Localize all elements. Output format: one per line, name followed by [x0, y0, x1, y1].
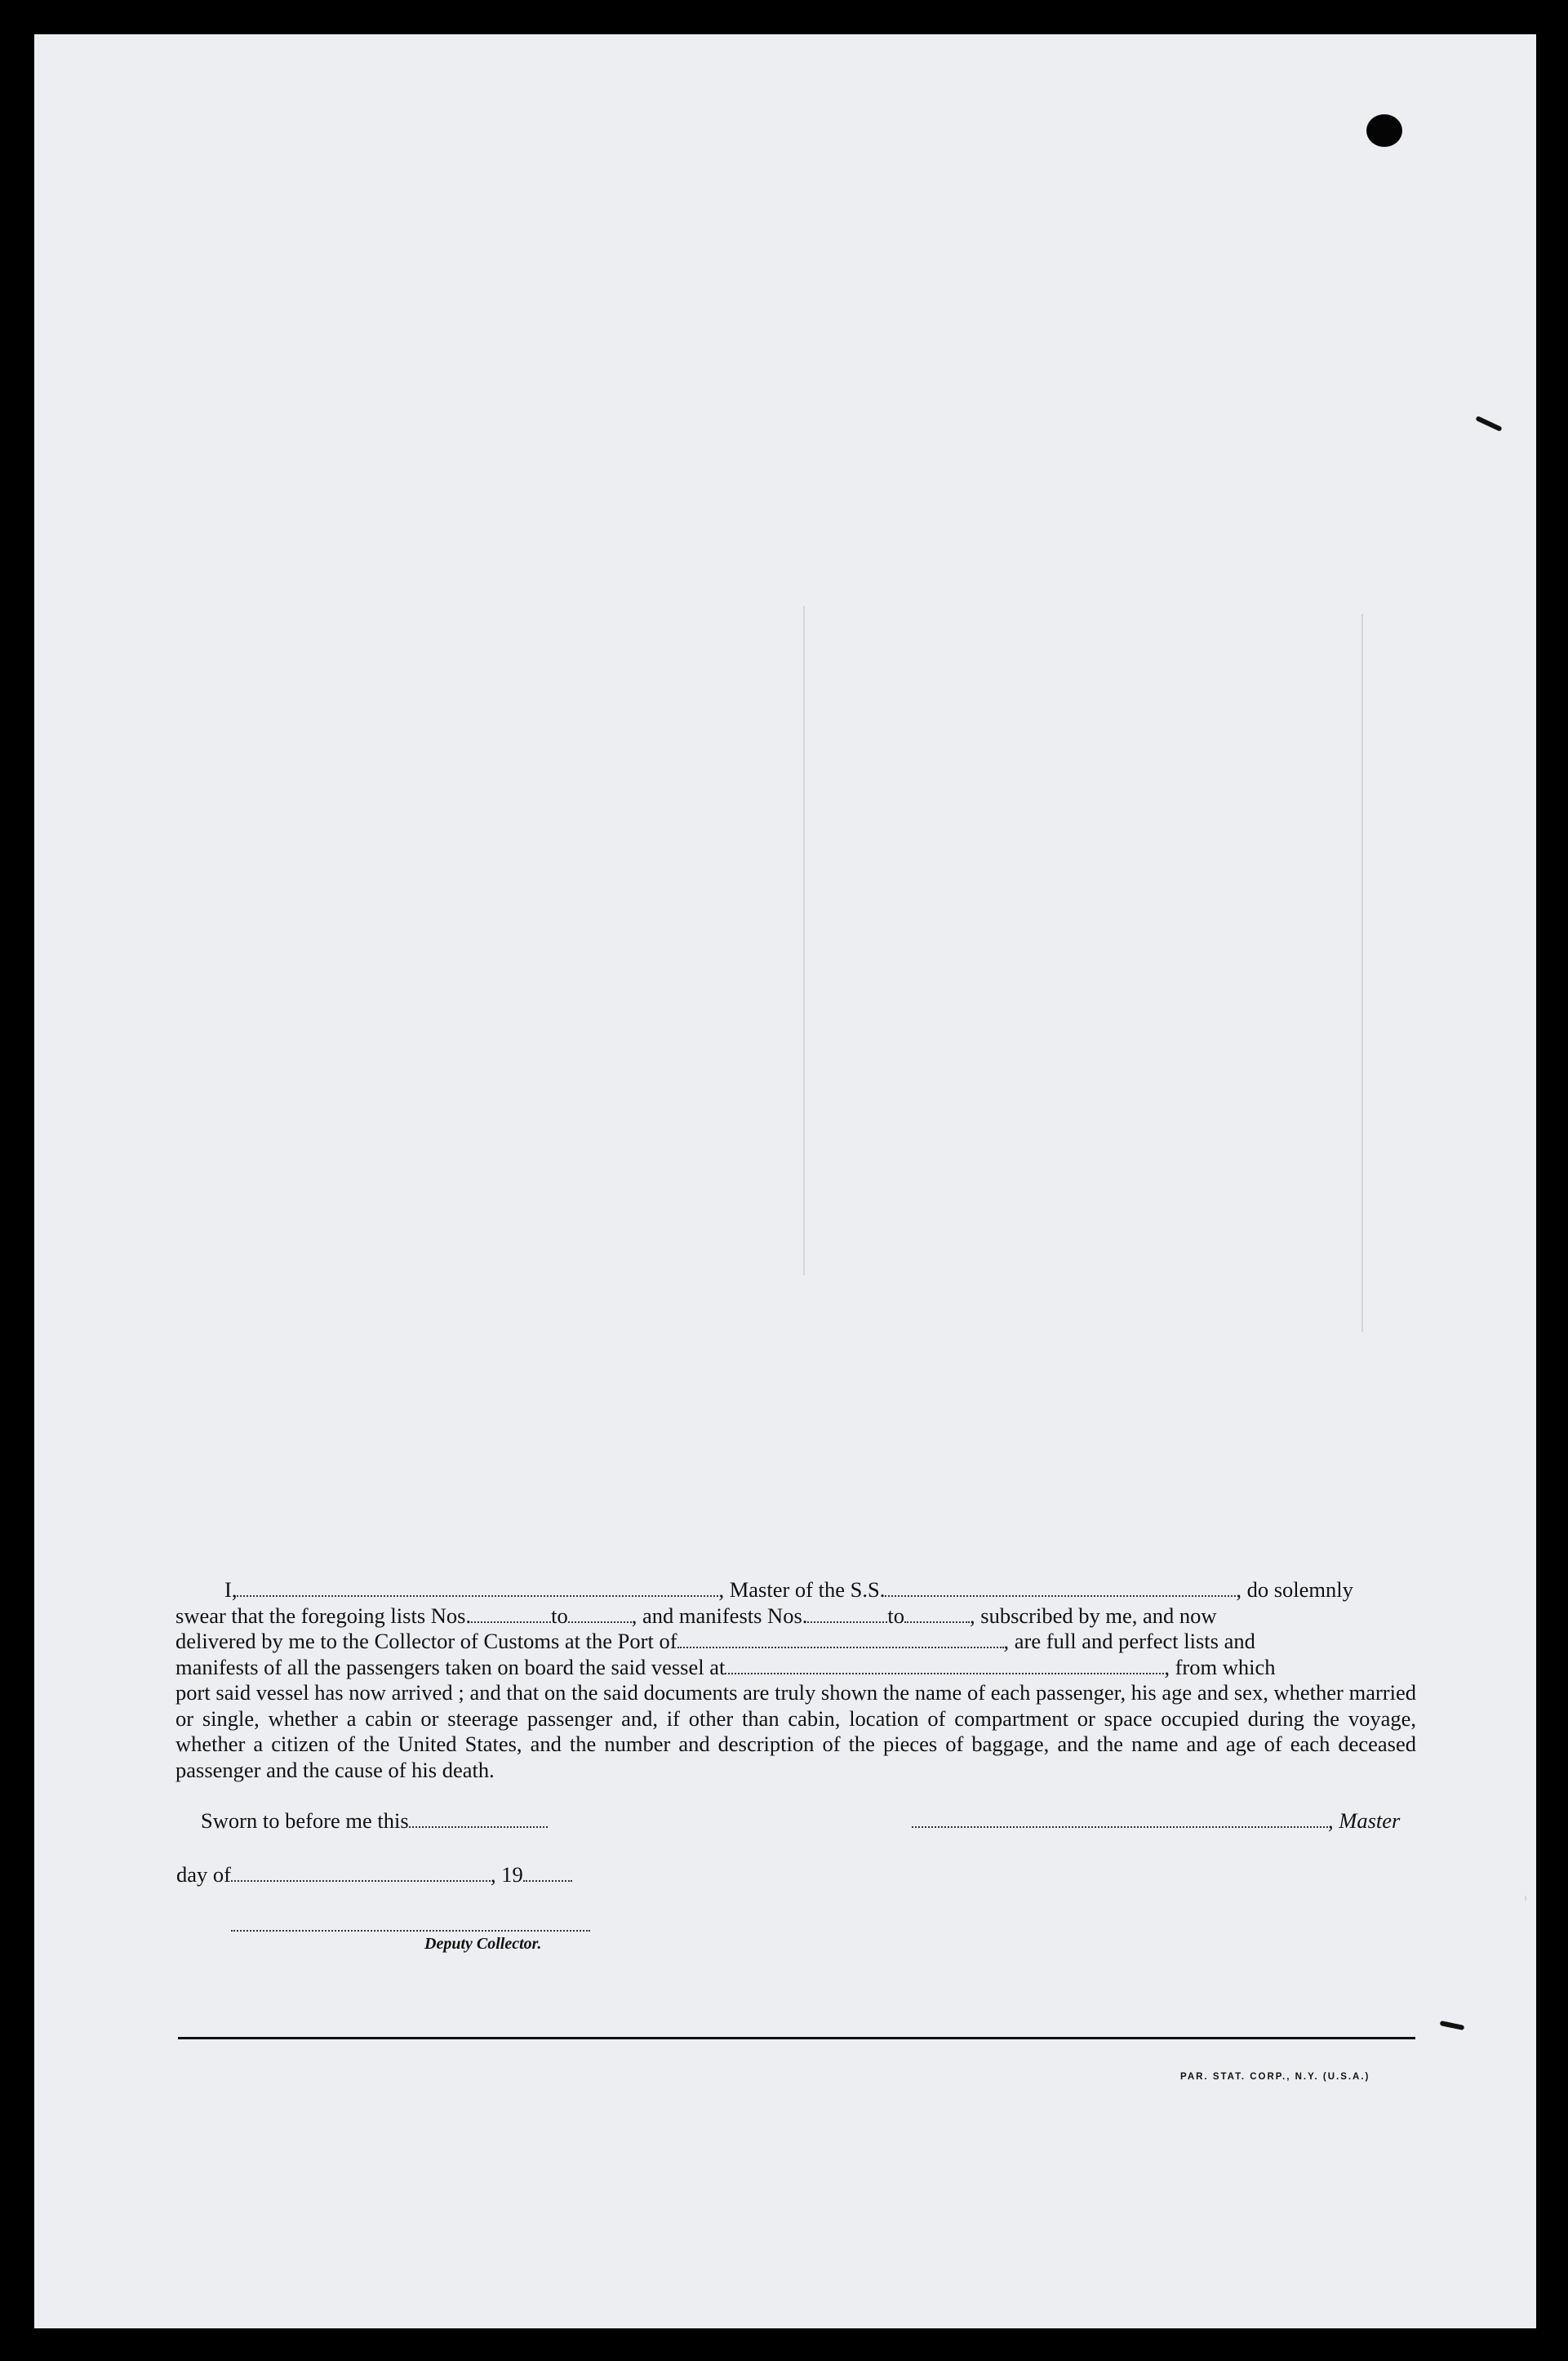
oath-text: , from which [1164, 1654, 1276, 1679]
oath-text: swear that the foregoing lists Nos. [175, 1603, 472, 1628]
oath-text: , and manifests Nos. [631, 1603, 808, 1628]
manifests-to-blank [904, 1605, 970, 1623]
bleed-through-mark [132, 491, 165, 529]
bottom-rule [178, 2037, 1415, 2039]
printer-imprint: PAR. STAT. CORP., N.Y. (U.S.A.) [1180, 2072, 1370, 2082]
oath-text: , subscribed by me, and now [970, 1603, 1217, 1628]
bleed-through-line [1361, 614, 1363, 1332]
master-label: , Master [1328, 1808, 1401, 1833]
master-name-blank [237, 1579, 718, 1597]
oath-text: port said vessel has now arrived ; and that on the said documents are truly shown the name of each passenger, his age and sex, whether married or single, whether a cabin or steerage passenger and, if other than cabin, location of compartment or space occupied during the voyage, whether a citizen of the United States, and the number and description of the pieces of baggage, and the name and age of each deceased passenger and the cause of his death. [175, 1680, 1416, 1782]
bleed-through-line [803, 606, 805, 1275]
departure-port-blank [725, 1656, 1164, 1674]
oath-text: , do solemnly [1236, 1577, 1353, 1602]
oath-text: delivered by me to the Collector of Customs at the Port of [175, 1629, 677, 1653]
lists-to-blank [568, 1605, 632, 1623]
punch-hole-mark [1366, 114, 1402, 147]
master-signature-blank [912, 1810, 1328, 1828]
vessel-name-blank [885, 1579, 1236, 1597]
lists-from-blank [471, 1605, 551, 1623]
oath-text: manifests of all the passengers taken on board the said vessel at [175, 1654, 726, 1679]
manifests-from-blank [807, 1605, 887, 1623]
document-page [34, 34, 1536, 2328]
oath-paragraph [175, 1577, 1416, 1783]
sworn-row [201, 1808, 548, 1834]
year-label: , 19 [490, 1862, 523, 1887]
oath-text: to [887, 1603, 905, 1628]
ink-mark [1440, 2021, 1465, 2030]
ink-mark [1475, 416, 1502, 432]
day-of-label: day of [176, 1862, 231, 1887]
year-blank [523, 1864, 572, 1882]
oath-text: , are full and perfect lists and [1003, 1629, 1255, 1653]
oath-text: to [551, 1603, 568, 1628]
day-of-row [176, 1862, 572, 1887]
master-signature-row [912, 1808, 1400, 1834]
port-blank [677, 1630, 1004, 1648]
month-blank [231, 1864, 491, 1882]
oath-text: I, [224, 1577, 238, 1602]
sworn-label: Sworn to before me this [201, 1808, 409, 1833]
sworn-date-blank [409, 1810, 548, 1828]
deputy-signature-line [231, 1930, 590, 1932]
bleed-through-line [1525, 1896, 1526, 1901]
deputy-collector-label: Deputy Collector. [424, 1935, 542, 1953]
oath-text: , Master of the S.S. [718, 1577, 886, 1602]
